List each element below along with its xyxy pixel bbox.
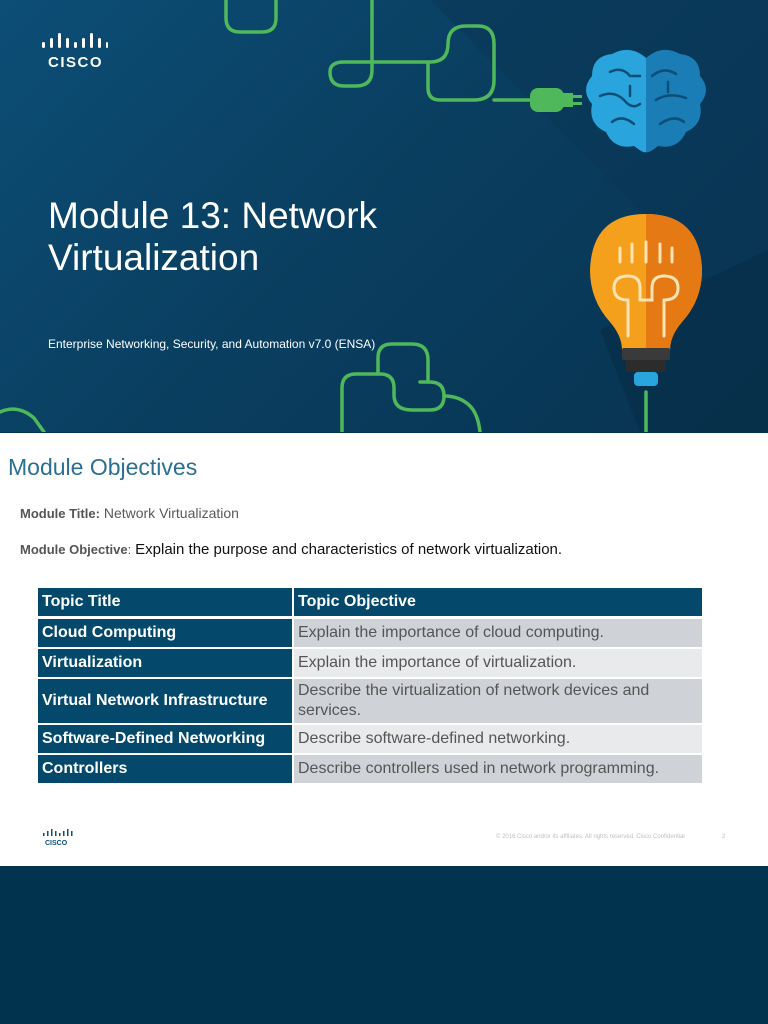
table-row <box>38 619 702 649</box>
cisco-logo <box>40 33 112 73</box>
cisco-wordmark: CISCO <box>48 54 104 71</box>
topic-objective-cell: Describe the virtualization of network devices and services. <box>294 679 702 725</box>
topic-title-cell: Virtualization <box>38 649 294 679</box>
topic-objective-cell: Explain the importance of cloud computing. <box>294 619 702 649</box>
topic-title-cell: Virtual Network Infrastructure <box>38 679 294 725</box>
module-title: Module 13: Network Virtualization <box>48 195 378 278</box>
module-title-line <box>20 505 239 521</box>
footer-cisco-logo-icon <box>42 829 74 849</box>
topic-objective-cell: Explain the importance of virtualization. <box>294 649 702 679</box>
topic-title-cell: Controllers <box>38 755 294 785</box>
header-topic-title: Topic Title <box>38 588 294 619</box>
objectives-slide <box>0 433 768 866</box>
topic-title-cell: Cloud Computing <box>38 619 294 649</box>
module-objective-line <box>20 541 562 558</box>
topic-title-cell: Software-Defined Networking <box>38 725 294 755</box>
module-objective-label: Module Objective <box>20 542 128 557</box>
course-subtitle: Enterprise Networking, Security, and Automation v7.0 (ENSA) <box>48 337 376 351</box>
table-header-row <box>38 588 702 619</box>
footer-cisco-wordmark: CISCO <box>45 840 68 847</box>
cisco-bars-icon <box>40 33 108 51</box>
footer-copyright: © 2016 Cisco and/or its affiliates. All rights reserved. Cisco Confidential <box>496 834 685 840</box>
module-title-label: Module Title: <box>20 506 100 521</box>
table-row <box>38 679 702 725</box>
title-slide <box>0 0 768 432</box>
module-objective-value: Explain the purpose and characteristics of network virtualization. <box>135 541 563 558</box>
topic-objective-cell: Describe controllers used in network programming. <box>294 755 702 785</box>
module-title-value: Network Virtualization <box>103 505 239 521</box>
topic-objective-cell: Describe software-defined networking. <box>294 725 702 755</box>
objectives-heading: Module Objectives <box>8 454 198 480</box>
table-row <box>38 649 702 679</box>
table-row <box>38 755 702 785</box>
header-topic-objective: Topic Objective <box>294 588 702 619</box>
table-row <box>38 725 702 755</box>
module-objective-colon: : <box>127 542 132 557</box>
objectives-table <box>38 588 702 785</box>
footer-page-number: 2 <box>722 834 726 840</box>
